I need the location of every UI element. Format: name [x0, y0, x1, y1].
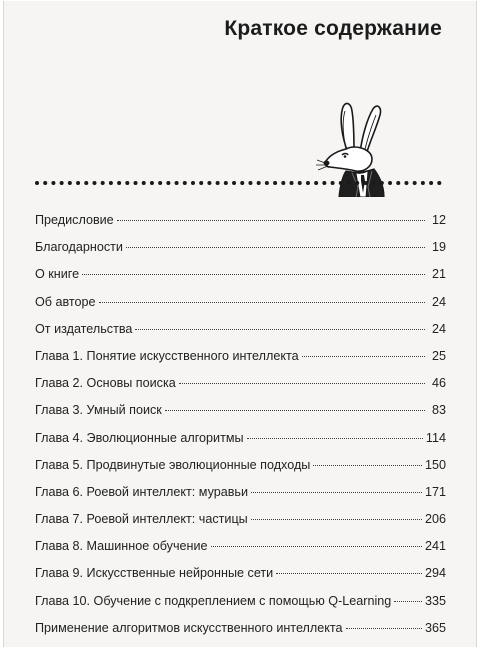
toc-entry-title: От издательства [35, 321, 133, 336]
toc-entry-page: 114 [425, 430, 446, 445]
toc-entry-chapter-10[interactable] [35, 594, 446, 621]
dot-leader [313, 465, 422, 466]
toc-entry-chapter-2[interactable] [35, 376, 446, 403]
toc-entry-page: 241 [424, 539, 446, 554]
dot-leader [126, 247, 425, 248]
toc-entry-chapter-8[interactable] [35, 539, 446, 566]
dot-leader [165, 410, 425, 411]
toc-entry-page: 19 [431, 240, 446, 255]
toc-entry-title: Глава 6. Роевой интеллект: муравьи [35, 484, 249, 499]
dot-leader [99, 302, 425, 303]
toc-entry-page: 46 [431, 376, 446, 391]
toc-entry-page: 171 [424, 484, 446, 499]
toc-entry-title: Глава 8. Машинное обучение [35, 539, 208, 554]
toc-entry-title: Глава 4. Эволюционные алгоритмы [35, 430, 244, 445]
toc-entry-chapter-3[interactable] [35, 403, 446, 430]
toc-entry-title: Глава 9. Искусственные нейронные сети [35, 566, 274, 581]
toc-entry-title: Глава 10. Обучение с подкреплением с помощью Q-Learning [35, 593, 392, 608]
dot-leader [82, 274, 425, 275]
book-page [3, 1, 477, 647]
decorative-dotted-divider [35, 180, 445, 186]
toc-entry-chapter-7[interactable] [35, 512, 446, 539]
dot-leader [117, 220, 425, 221]
toc-entry-title: Глава 3. Умный поиск [35, 403, 162, 418]
toc-entry-title: Об авторе [35, 294, 96, 309]
toc-entry-acknowledgments[interactable] [35, 240, 446, 267]
toc-entry-page: 335 [424, 593, 446, 608]
toc-entry-page: 83 [431, 403, 446, 418]
toc-entry-chapter-9[interactable] [35, 566, 446, 593]
toc-entry-page: 25 [431, 348, 446, 363]
toc-entry-chapter-1[interactable] [35, 349, 446, 376]
dot-leader [251, 519, 422, 520]
toc-entry-page: 365 [424, 620, 446, 635]
dot-leader [394, 601, 422, 602]
toc-entry-title: О книге [35, 267, 80, 282]
dot-leader [251, 492, 422, 493]
toc-entry-appendix[interactable] [35, 621, 446, 648]
toc-entry-page: 24 [431, 321, 446, 336]
dot-leader [211, 546, 422, 547]
dot-leader [276, 573, 422, 574]
toc-entry-page: 206 [424, 512, 446, 527]
toc-entry-chapter-5[interactable] [35, 458, 446, 485]
toc-entry-title: Глава 2. Основы поиска [35, 376, 176, 391]
toc-entry-title: Глава 1. Понятие искусственного интеллекта [35, 348, 299, 363]
toc-entry-page: 21 [431, 267, 446, 282]
toc-entry-title: Глава 7. Роевой интеллект: частицы [35, 512, 248, 527]
table-of-contents [35, 213, 446, 648]
toc-entry-title: Глава 5. Продвинутые эволюционные подходы [35, 457, 311, 472]
dot-leader [346, 628, 422, 629]
toc-entry-page: 150 [424, 457, 446, 472]
toc-entry-page: 24 [431, 294, 446, 309]
toc-entry-title: Благодарности [35, 240, 123, 255]
toc-entry-from-publisher[interactable] [35, 322, 446, 349]
toc-entry-about-book[interactable] [35, 267, 446, 294]
dot-leader [179, 383, 425, 384]
dot-leader [135, 329, 425, 330]
toc-entry-page: 294 [424, 566, 446, 581]
dot-leader [247, 438, 423, 439]
toc-entry-title: Предисловие [35, 213, 114, 227]
toc-entry-page: 12 [431, 213, 446, 227]
toc-entry-preface[interactable] [35, 213, 446, 240]
toc-entry-title: Применение алгоритмов искусственного интеллекта [35, 620, 343, 635]
page-title: Краткое содержание [224, 17, 442, 40]
toc-entry-about-author[interactable] [35, 295, 446, 322]
toc-entry-chapter-6[interactable] [35, 485, 446, 512]
toc-entry-chapter-4[interactable] [35, 431, 446, 458]
dot-leader [302, 356, 425, 357]
